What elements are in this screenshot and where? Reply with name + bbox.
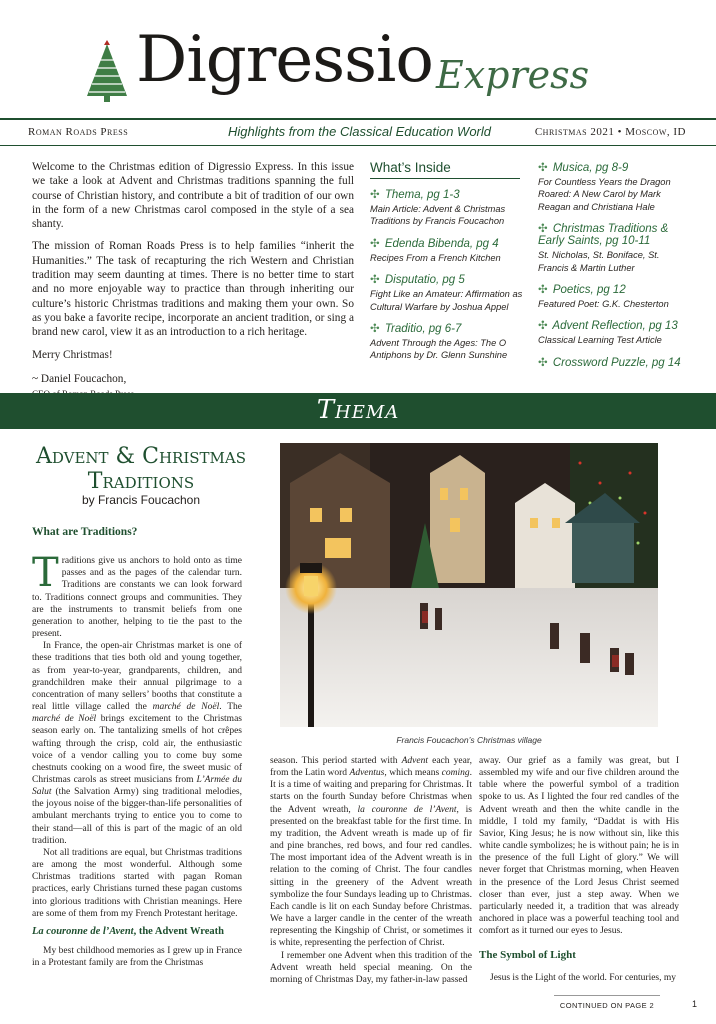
masthead-subtitle: Express bbox=[436, 53, 590, 97]
bullet-cross-icon: ✣ bbox=[370, 323, 380, 336]
page-number: 1 bbox=[692, 999, 698, 1009]
toc-item bbox=[538, 318, 688, 346]
toc-item-title: Thema, pg 1-3 bbox=[384, 189, 460, 201]
intro-paragraph: Welcome to the Christmas edition of Digressio Express. In this issue we take a look at Advent and Christmas traditions spanning the full course of Christian history, and contribute a bit of tradition of our own in the form of a new Christmas carol composed in the style of a sea shanty. bbox=[32, 161, 354, 231]
masthead-info-bar bbox=[0, 118, 716, 146]
toc-item bbox=[538, 355, 688, 369]
toc-item bbox=[538, 282, 688, 310]
christmas-tree-logo-icon bbox=[82, 38, 132, 104]
bullet-cross-icon: ✣ bbox=[538, 223, 548, 236]
masthead-title: Digressio bbox=[136, 23, 433, 97]
masthead bbox=[0, 0, 716, 120]
article-title: Advent & Christmas Traditions bbox=[35, 444, 246, 494]
article-column-3 bbox=[479, 755, 679, 984]
bullet-cross-icon: ✣ bbox=[370, 237, 380, 250]
bullet-cross-icon: ✣ bbox=[370, 274, 380, 287]
article-paragraph: I remember one Advent when this tradition of the Advent wreath held special meaning. On the morning of Christmas Day, my father-in-law passed bbox=[270, 950, 472, 985]
toc-item-desc: Recipes From a French Kitchen bbox=[370, 252, 501, 263]
toc-left-column bbox=[370, 160, 528, 370]
toc-right-column bbox=[538, 160, 688, 377]
article-paragraph: Not all traditions are equal, but Christmas traditions are among the most wonderful. Although some Christmas traditions started with pagan Roman practices, early Christians turned these pagan customs into glorious traditions with Christian meanings. Here are some of them from my French Protestant heritage. bbox=[32, 847, 242, 919]
toc-item-title: Advent Reflection, pg 13 bbox=[552, 320, 678, 333]
section-label: Thema bbox=[316, 395, 400, 425]
bullet-cross-icon: ✣ bbox=[538, 320, 548, 333]
article-paragraph: season. This period started with Advent each year, from the Latin word Adventus, which means coming. It is a time of waiting and preparing for Christmas. It starts on the fourth Sunday before Christmas when the Advent wreath, la couronne de l’Avent, is presented on the breakfast table for the first time. In my tradition, the Advent wreath is made up of fir and pine branches, red bows, and four red candles. The most important idea of the Advent wreath is in relation to the coming of Christ. The four candles sitting in the greenery of the Advent wreath symbolize the four Sundays leading up to Christmas. Each candle is lit on each Sunday before Christmas. We have a larger candle in the center of the wreath representing the Kingship of Christ, or sometimes it is white, representing the perfection of Christ. bbox=[270, 756, 472, 949]
intro-closing: Merry Christmas! bbox=[32, 348, 113, 361]
toc-item-desc: Main Article: Advent & Christmas Traditions by Francis Foucachon bbox=[370, 204, 506, 227]
intro-paragraph: The mission of Roman Roads Press is to help families “inherit the Humanities.” The task of recapturing the rich Western and Christian tradition may seem daunting at times. There is no better time to start and no more enjoyable way to practice than through inheriting our culture’s historic Christmas traditions and making them your own. So as you bake a favorite recipe, incorporate an ancient tradition, or sing a brand new carol, view it as an introduction to a rich heritage. bbox=[32, 240, 354, 339]
article-byline: by Francis Foucachon bbox=[81, 493, 201, 507]
photo-caption: Francis Foucachon’s Christmas village bbox=[396, 735, 542, 745]
toc-item-title: Crossword Puzzle, pg 14 bbox=[552, 356, 681, 369]
toc-item bbox=[370, 187, 528, 228]
bullet-cross-icon: ✣ bbox=[370, 189, 380, 201]
toc-item-desc: Advent Through the Ages: The O Antiphons by Dr. Glenn Sunshine bbox=[370, 338, 508, 361]
toc-item-desc: St. Nicholas, St. Boniface, St. Francis & Martin Luther bbox=[538, 250, 660, 273]
subheading: What are Traditions? bbox=[32, 526, 138, 538]
toc-item-title: Poetics, pg 12 bbox=[552, 284, 626, 297]
signature: ~ Daniel Foucachon, bbox=[32, 372, 127, 385]
christmas-village-photo bbox=[280, 443, 658, 727]
toc-item bbox=[370, 236, 528, 264]
toc-item bbox=[538, 160, 688, 213]
toc-item-desc: Fight Like an Amateur: Affirmation as Cultural Warfare by Joshua Appel bbox=[370, 289, 523, 312]
toc-item-title: Edenda Bibenda, pg 4 bbox=[384, 237, 499, 250]
bullet-cross-icon: ✣ bbox=[538, 162, 548, 174]
subheading: The Symbol of Light bbox=[479, 949, 576, 962]
article-paragraph: away. Our grief as a family was great, but I assembled my wife and our five children around the table where the powerful symbol of a tradition spoke to us. As I lighted the four red candles of the Advent wreath and then the white candle in the middle, I told my family, “Daddat is with His Savior, King Jesus; he is now without sin, like this white candle symbolizes; he is without pain; he is in the presence of the full Light of glory.” We will never forget that Christmas morning, when Heaven in the presence of the Lord Jesus Christ seemed closer than ever, just a step away. When we particularly needed it, a tradition that was already anchored in place was a powerful teaching tool and comfort as it turned our eyes to Jesus. bbox=[479, 756, 679, 937]
article-column-1 bbox=[32, 526, 242, 969]
toc-item-title: Disputatio, pg 5 bbox=[384, 274, 465, 287]
toc-item bbox=[538, 221, 688, 274]
continued-on-link[interactable]: CONTINUED ON PAGE 2 bbox=[554, 995, 660, 1010]
drop-cap: T bbox=[32, 550, 59, 597]
publisher-name: Roman Roads Press bbox=[28, 126, 129, 138]
edition-info: Christmas 2021 • Moscow, ID bbox=[534, 126, 686, 138]
toc-item-title: Christmas Traditions & Early Saints, pg 10-11 bbox=[538, 223, 669, 248]
toc-item-desc: Featured Poet: G.K. Chesterton bbox=[538, 299, 669, 310]
toc-item-desc: For Countless Years the Dragon Roared: A New Carol by Mark Reagan and Christiana Hale bbox=[538, 177, 671, 212]
toc-heading: What’s Inside bbox=[370, 160, 520, 179]
article-column-2 bbox=[270, 755, 472, 986]
toc-item bbox=[370, 272, 528, 313]
subheading: La couronne de l’Avent, the Advent Wreath bbox=[32, 925, 225, 937]
article-paragraph: My best childhood memories as I grew up in France in a Protestant family are from the Christmas bbox=[32, 946, 242, 969]
toc-item-desc: Classical Learning Test Article bbox=[538, 335, 662, 346]
article-paragraph: Jesus is the Light of the world. For centuries, my bbox=[490, 972, 677, 983]
article-paragraph: Traditions give us anchors to hold onto as time passes and as the pages of the calendar turn. Traditions are constants we can look forward to. Traditions connect groups and communities. They are the instruments to transmit beliefs from one generation to another, helping to tie the past to the present. bbox=[32, 550, 242, 640]
intro-letter bbox=[32, 160, 354, 401]
bullet-cross-icon: ✣ bbox=[538, 356, 548, 369]
bullet-cross-icon: ✣ bbox=[538, 284, 548, 297]
article-paragraph: In France, the open-air Christmas market is one of these traditions that ties both old and young together, as from year-to-year, grandparents, children, and grandchildren make their annual pilgrimage to a concentration of many sellers’ booths that constitute a real little village called the marché de Noël. The marché de Noël brings excitement to the Christmas season early on. The tantalizing smells of hot crêpes wafting through the crisp, cold air, the enthusiastic voice of a vendor calling you to come buy some chestnuts cooking on a wood fire, the sweet music of Christmas carols as street musicians from L’Armée du Salut (the Salvation Army) sing traditional melodies, the joyous noise of the bigger-than-life personalities of ambulant merchants trying to entice you to come to their stand—all of this is part of the magic of an old tradition. bbox=[32, 641, 242, 846]
toc-item bbox=[370, 321, 528, 362]
toc-item-title: Musica, pg 8-9 bbox=[552, 162, 629, 174]
tagline: Highlights from the Classical Education World bbox=[228, 124, 491, 139]
section-banner bbox=[0, 393, 716, 429]
toc-item-title: Traditio, pg 6-7 bbox=[384, 323, 462, 336]
